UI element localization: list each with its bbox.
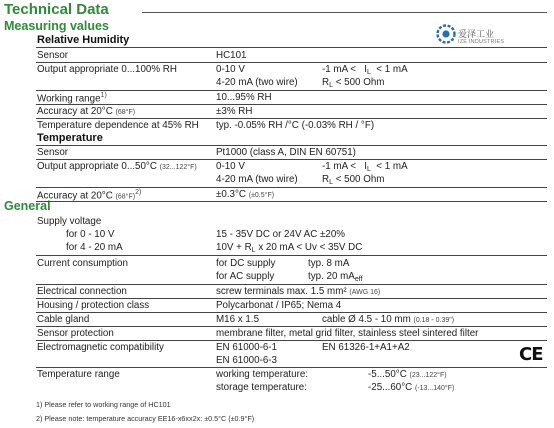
- electrical-connection-text: screw terminals max. 1.5 mm²: [216, 286, 347, 297]
- sensor-value: HC101: [216, 50, 247, 61]
- ce-mark-icon: CE: [519, 344, 543, 365]
- output-voltage-spec: [322, 64, 408, 76]
- temp-sensor-label: Sensor: [37, 147, 69, 158]
- temp-output-voltage-value: 0-10 V: [216, 161, 245, 172]
- current-ac-subscript: eff: [354, 276, 363, 283]
- working-temperature-label: working temperature:: [216, 369, 309, 380]
- row-divider: [36, 104, 547, 105]
- row-divider: [36, 118, 547, 119]
- spec-suffix: < 1 mA: [376, 64, 408, 75]
- row-divider: [36, 145, 547, 146]
- cable-gland-diameter-inch: (0.18 - 0.39"): [413, 317, 455, 324]
- temp-output-label: [37, 161, 197, 172]
- current-consumption-label: Current consumption: [37, 258, 128, 269]
- supply-010-value: 15 - 35V DC or 24V AC ±20%: [216, 229, 345, 240]
- accuracy-value: ±3% RH: [216, 106, 253, 117]
- row-divider: [36, 340, 547, 341]
- accuracy-text: Accuracy at 20°C: [37, 106, 113, 117]
- temp-dependence-label: Temperature dependence at 45% RH: [37, 120, 199, 131]
- supply-010-label: for 0 - 10 V: [66, 229, 115, 240]
- row-divider: [36, 284, 547, 285]
- load-resistance-subscript: L: [251, 247, 256, 254]
- footnote-ref-1: 1): [100, 92, 107, 99]
- page-title: Technical Data: [4, 1, 109, 18]
- temp-output-voltage-spec: [322, 161, 408, 173]
- row-divider: [36, 187, 547, 188]
- row-divider: [36, 326, 547, 327]
- output-current-spec: [322, 77, 384, 89]
- subsection-temperature: Temperature: [37, 132, 103, 144]
- temp-output-current-spec: [322, 174, 384, 186]
- load-current-subscript: L: [366, 166, 371, 173]
- temp-accuracy-label: [37, 189, 141, 201]
- current-ac-number: typ. 20 mA: [308, 271, 355, 282]
- title-rule: [142, 12, 547, 13]
- cable-gland-label: Cable gland: [37, 314, 90, 325]
- sensor-label: Sensor: [37, 50, 69, 61]
- row-divider: [36, 47, 547, 48]
- temp-sensor-value: Pt1000 (class A, DIN EN 60751): [216, 147, 356, 158]
- cable-gland-value: M16 x 1.5: [216, 314, 260, 325]
- housing-label: Housing / protection class: [37, 300, 150, 311]
- working-temperature-celsius: -5...50°C: [368, 369, 407, 380]
- emc-standard-2: EN 61326-1+A1+A2: [322, 342, 410, 353]
- storage-temperature-celsius: -25...60°C: [368, 382, 413, 393]
- footnote-ref-2: 2): [135, 189, 142, 196]
- sensor-protection-label: Sensor protection: [37, 328, 114, 339]
- supply-420-label: for 4 - 20 mA: [66, 242, 123, 253]
- output-current-value: 4-20 mA (two wire): [216, 77, 298, 88]
- load-resistance-symbol: R: [322, 174, 330, 185]
- storage-temperature-value: [368, 382, 454, 393]
- temp-output-text: Output appropriate 0...50°C: [37, 161, 157, 172]
- supply-420-suffix: x 20 mA < Uv < 35V DC: [258, 242, 363, 253]
- current-ac-value: [308, 271, 362, 283]
- spec-prefix: -1 mA <: [322, 64, 357, 75]
- row-divider: [36, 298, 547, 299]
- working-range-value: 10...95% RH: [216, 92, 272, 103]
- load-resistance-subscript: L: [329, 82, 333, 89]
- supply-voltage-label: Supply voltage: [37, 216, 102, 227]
- section-general: General: [4, 199, 51, 213]
- cable-gland-diameter: [322, 314, 454, 325]
- temp-accuracy-celsius: ±0.3°C: [216, 189, 246, 200]
- current-dc-label: for DC supply: [216, 258, 276, 269]
- temp-output-current-value: 4-20 mA (two wire): [216, 174, 298, 185]
- temp-dependence-value: typ. -0.05% RH /°C (-0.03% RH / °F): [216, 120, 375, 131]
- footnote-2: 2) Please note: temperature accuracy EE16-x6xx2x: ±0.5°C (±0.9°F): [36, 414, 255, 423]
- temp-accuracy-text: Accuracy at 20°C: [37, 190, 113, 202]
- row-divider: [36, 255, 547, 256]
- housing-value: Polycarbonat / IP65; Nema 4: [216, 300, 342, 311]
- temp-accuracy-value: [216, 189, 274, 200]
- load-current-symbol: I: [364, 64, 367, 75]
- section-measuring-values: Measuring values: [4, 19, 109, 33]
- sensor-protection-value: membrane filter, metal grid filter, stainless steel sintered filter: [216, 328, 479, 339]
- temperature-range-label: Temperature range: [37, 369, 120, 380]
- output-voltage-value: 0-10 V: [216, 64, 245, 75]
- temp-output-fahrenheit: (32...122°F): [159, 164, 197, 171]
- electrical-connection-awg: (AWG 16): [349, 289, 381, 296]
- row-divider: [36, 201, 547, 202]
- storage-temperature-fahrenheit: (-13...140°F): [414, 385, 455, 392]
- current-dc-value: typ. 8 mA: [308, 258, 350, 269]
- electrical-connection-value: [216, 286, 380, 297]
- footnote-1: 1) Please refer to working range of HC101: [36, 400, 171, 409]
- working-temperature-value: [368, 369, 447, 380]
- emc-standard-1: EN 61000-6-1: [216, 342, 277, 353]
- row-divider: [36, 90, 547, 91]
- load-resistance-subscript: L: [329, 179, 333, 186]
- load-current-subscript: L: [366, 69, 371, 76]
- spec-prefix: -1 mA <: [322, 161, 357, 172]
- working-range-text: Working range: [37, 93, 101, 105]
- working-temperature-fahrenheit: (23...122°F): [409, 372, 447, 379]
- subsection-relative-humidity: Relative Humidity: [37, 34, 130, 46]
- spec-suffix: < 1 mA: [376, 161, 408, 172]
- load-current-symbol: I: [364, 161, 367, 172]
- working-range-label: [37, 92, 107, 104]
- cable-gland-diameter-text: cable Ø 4.5 - 10 mm: [322, 314, 411, 325]
- output-label: Output appropriate 0...100% RH: [37, 64, 177, 75]
- emc-standard-3: EN 61000-6-3: [216, 355, 277, 366]
- row-divider: [36, 367, 547, 368]
- logo-emblem-icon: [436, 24, 456, 44]
- emc-label: Electromagnetic compatibility: [37, 342, 164, 353]
- row-divider: [36, 312, 547, 313]
- supply-420-value: [216, 242, 362, 254]
- load-resistance-symbol: R: [322, 77, 330, 88]
- accuracy-label-fahrenheit: (68°F): [115, 109, 136, 116]
- temp-accuracy-value-fahrenheit: (±0.5°F): [248, 192, 275, 199]
- spec-suffix: < 500 Ohm: [335, 77, 385, 88]
- temp-accuracy-fahrenheit: (68°F): [115, 193, 136, 201]
- logo-english-text: IZE INDUSTRIES: [458, 39, 505, 45]
- current-ac-label: for AC supply: [216, 271, 275, 282]
- electrical-connection-label: Electrical connection: [37, 286, 127, 297]
- logo-chinese-text: 爱泽工业: [458, 29, 495, 39]
- row-divider: [36, 62, 547, 63]
- storage-temperature-label: storage temperature:: [216, 382, 307, 393]
- row-divider: [36, 159, 547, 160]
- supply-420-prefix: 10V + R: [216, 242, 252, 253]
- accuracy-label: [37, 106, 135, 117]
- spec-suffix: < 500 Ohm: [335, 174, 385, 185]
